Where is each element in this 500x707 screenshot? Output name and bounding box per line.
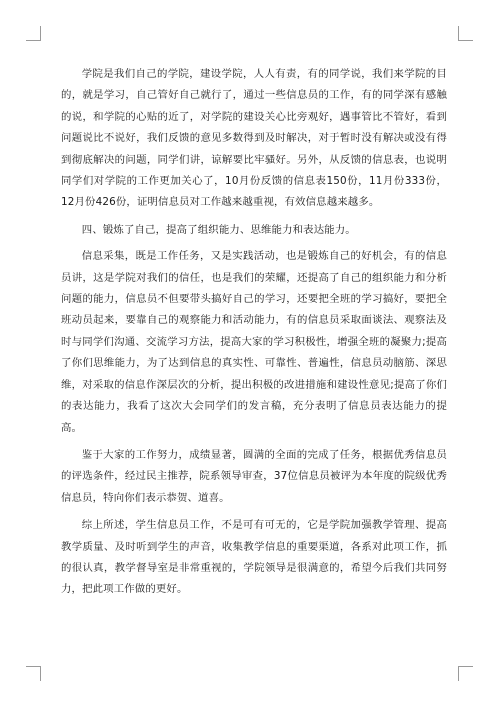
section-heading-four: 四、锻炼了自己，提高了组织能力、思维能力和表达能力。 (81, 223, 356, 236)
crop-mark-top-right (458, 26, 473, 41)
crop-mark-bottom-right (458, 666, 473, 681)
paragraph-information-collection: 信息采集，既是工作任务，又是实践活动，也是锻炼自己的好机会，有的信息员讲，这是学院对我们的信任，也是我们的荣耀，还提高了自己的组织能力和分析问题的能力，信息员不但要带头搞好自己的学习，还要把全班的学习搞好，要把全班动员起来，要靠自己的观察能力和活动能力，有的信息员采取面谈法、观察法及时与同学们沟通、交流学习方法，提高大家的学习积极性，增强全班的凝聚力;提高了你们思维能力，为了达到信息的真实性、可靠性、普遍性，信息员动脑筋、深思维，对采取的信息作深层次的分析，提出积极的改进措施和建设性意见;提高了你们的表达能力，我看了这次大会同学们的发言稿，充分表明了信息员表达能力的提高。 (61, 250, 447, 434)
crop-mark-top-left (26, 26, 41, 41)
crop-mark-bottom-left (26, 666, 41, 681)
document-body (61, 64, 447, 607)
paragraph-feedback-results: 学院是我们自己的学院，建设学院，人人有责，有的同学说，我们来学院的目的，就是学习，自己管好自己就行了，通过一些信息员的工作，有的同学深有感触的说，和学院的心贴的近了，对学院的建设关心比旁观好，遇事管比不管好，看到问题说比不说好，我们反馈的意见多数得到及时解决，对于暂时没有解决或没有得到彻底解决的问题，同学们讲，谅解要比牢骚好。另外，从反馈的信息表，也说明同学们对学院的工作更加关心了，10月份反馈的信息表150份，11月份333份，12月份426份，证明信息员对工作越来越重视，有效信息越来越多。 (61, 68, 447, 209)
paragraph-conclusion: 综上所述，学生信息员工作，不是可有可无的，它是学院加强教学管理、提高教学质量、及时听到学生的声音，收集教学信息的重要渠道，各系对此项工作，抓的很认真，教学督导室是非常重视的，学院领导是很满意的，希望今后我们共同努力，把此项工作做的更好。 (61, 519, 447, 596)
paragraph-commendation: 鉴于大家的工作努力，成绩显著，圆满的全面的完成了任务，根据优秀信息员的评选条件，经过民主推荐，院系领导审查，37位信息员被评为本年度的院级优秀信息员，特向你们表示恭贺、道喜。 (61, 448, 447, 504)
